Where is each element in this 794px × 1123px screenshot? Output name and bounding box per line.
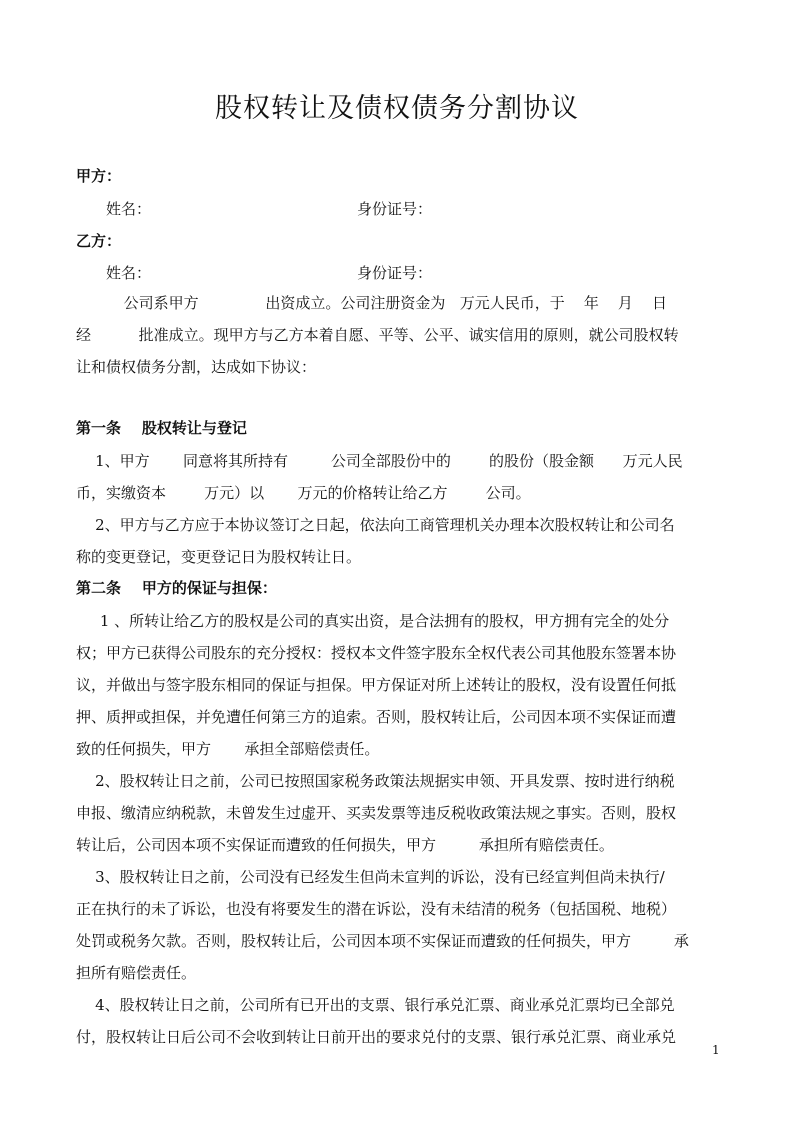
article-2-line: 申报、缴清应纳税款，未曾发生过虚开、买卖发票等违反税收政策法规之事实。否则，股权	[76, 804, 677, 822]
article-2-heading: 第二条 甲方的保证与担保：	[76, 579, 277, 597]
party-a-label: 甲方：	[76, 167, 122, 185]
party-b-name-label: 姓名：	[106, 264, 152, 282]
article-2-line: 转让后，公司因本项不实保证而遭致的任何损失，甲方 承担所有赔偿责任。	[76, 836, 614, 854]
article-2-line: 处罚或税务欠款。否则，股权转让后，公司因本项不实保证而遭致的任何损失，甲方 承	[76, 932, 689, 950]
page-number: 1	[712, 1043, 720, 1057]
article-1-line: 称的变更登记，变更登记日为股权转让日。	[76, 548, 362, 566]
article-2-line: 付，股权转让日后公司不会收到转让日前开出的要求兑付的支票、银行承兑汇票、商业承兑	[76, 1028, 677, 1046]
party-b-label: 乙方：	[76, 232, 122, 250]
document-title: 股权转让及债权债务分割协议	[215, 93, 579, 124]
party-b-id-label: 身份证号：	[357, 264, 433, 282]
article-2-line: 议，并做出与签字股东相同的保证与担保。甲方保证对所上述转让的股权，没有设置任何抵	[76, 676, 677, 694]
article-2-line: 正在执行的未了诉讼，也没有将要发生的潜在诉讼，没有未结清的税务（包括国税、地税）	[76, 900, 677, 918]
article-2-line: 权；甲方已获得公司股东的充分授权：授权本文件签字股东全权代表公司其他股东签署本协	[76, 644, 677, 662]
party-a-name-label: 姓名：	[106, 200, 152, 218]
article-2-line: 2、股权转让日之前，公司已按照国家税务政策法规据实申领、开具发票、按时进行纳税	[76, 772, 675, 790]
party-a-id-label: 身份证号：	[357, 200, 433, 218]
preamble-line: 经 批准成立。现甲方与乙方本着自愿、平等、公平、诚实信用的原则，就公司股权转	[76, 326, 679, 344]
article-2-line: 3、股权转让日之前，公司没有已经发生但尚未宣判的诉讼，没有已经宣判但尚未执行/	[76, 868, 665, 886]
article-2-line: 担所有赔偿责任。	[76, 964, 197, 982]
article-2-line: 押、质押或担保，并免遭任何第三方的追索。否则，股权转让后，公司因本项不实保证而遭	[76, 708, 677, 726]
article-2-line: 4、股权转让日之前，公司所有已开出的支票、银行承兑汇票、商业承兑汇票均已全部兑	[76, 996, 675, 1014]
preamble-line: 公司系甲方 出资成立。公司注册资金为 万元人民币，于 年 月 日	[76, 294, 667, 312]
preamble-line: 让和债权债务分割，达成如下协议：	[76, 358, 317, 376]
article-1-line: 2、甲方与乙方应于本协议签订之日起，依法向工商管理机关办理本次股权转让和公司名	[76, 516, 675, 534]
article-1-line: 1、甲方 同意将其所持有 公司全部股份中的 的股份（股金额 万元人民	[76, 452, 683, 470]
article-1-line: 币，实缴资本 万元）以 万元的价格转让给乙方 公司。	[76, 484, 531, 502]
article-1-heading: 第一条 股权转让与登记	[76, 419, 247, 437]
article-2-line: 致的任何损失，甲方 承担全部赔偿责任。	[76, 740, 380, 758]
article-2-line: 1 、所转让给乙方的股权是公司的真实出资，是合法拥有的股权，甲方拥有完全的处分	[76, 612, 670, 630]
